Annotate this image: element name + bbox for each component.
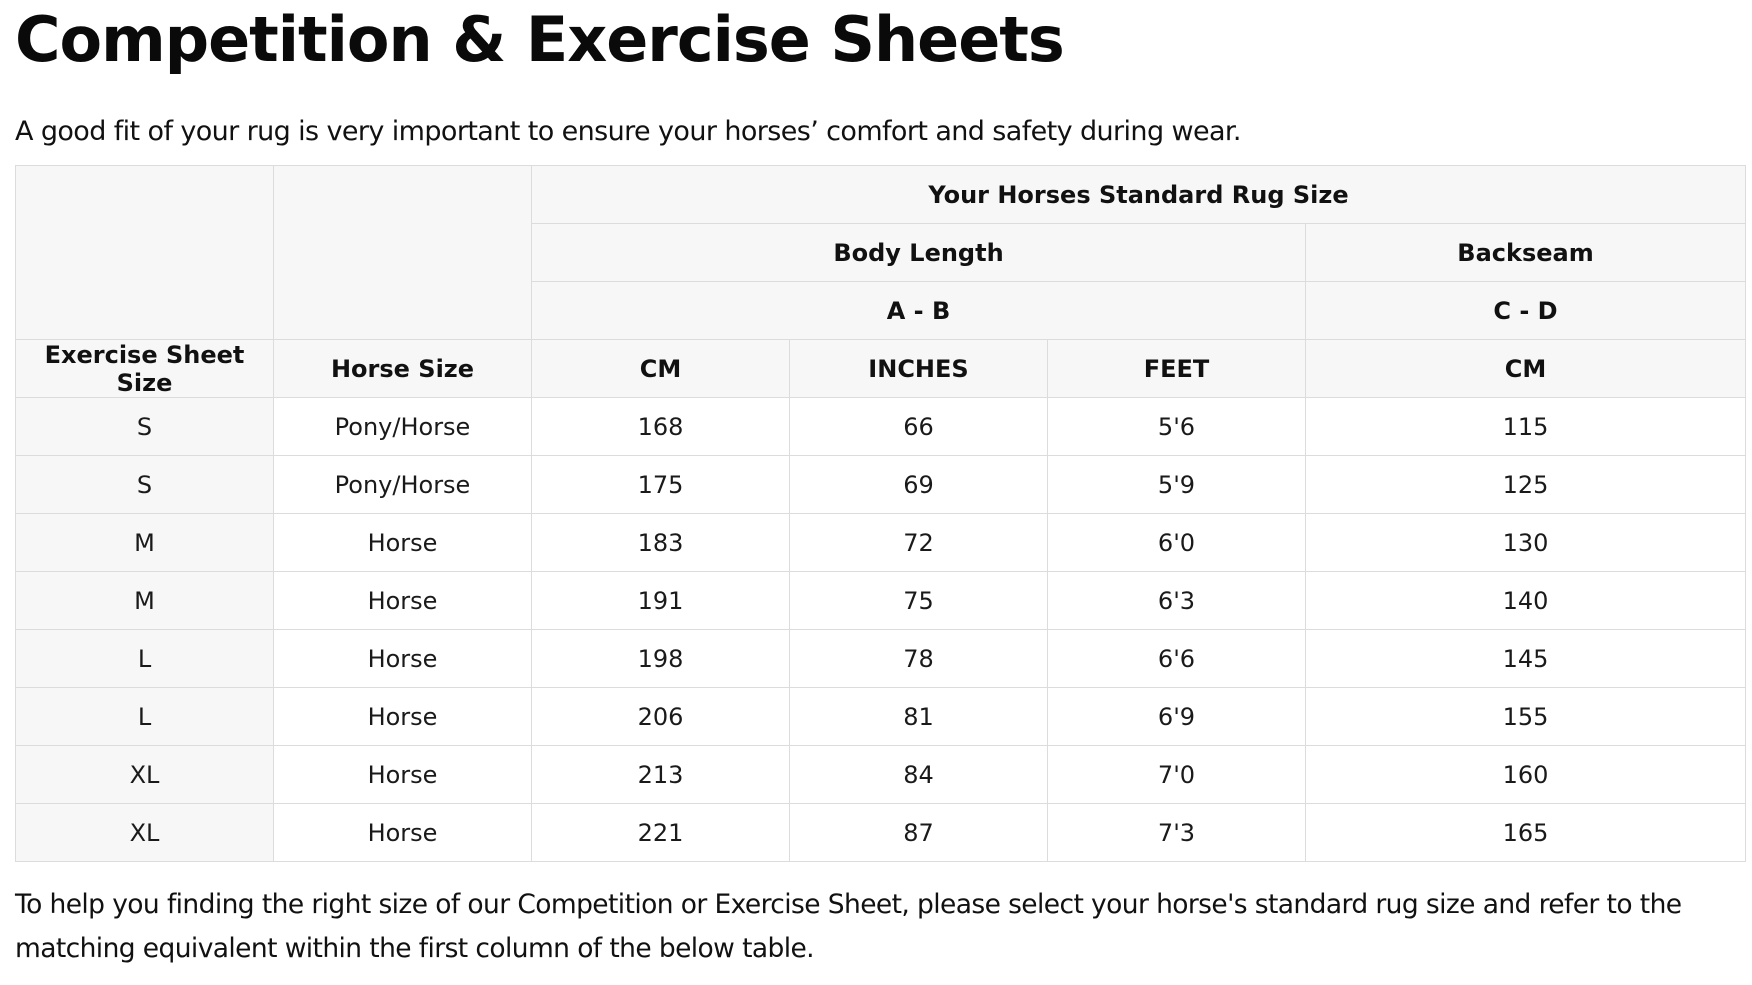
sheet-size-cell: XL — [16, 804, 274, 862]
column-header-cm: CM — [532, 340, 790, 398]
blank-header-cell — [274, 166, 532, 340]
table-row — [16, 572, 1746, 630]
length-cm-cell: 206 — [532, 688, 790, 746]
length-feet-cell: 6'6 — [1048, 630, 1306, 688]
sheet-size-cell: M — [16, 572, 274, 630]
sheet-size-cell: L — [16, 688, 274, 746]
column-header-feet: FEET — [1048, 340, 1306, 398]
length-inches-cell: 69 — [790, 456, 1048, 514]
length-inches-cell: 81 — [790, 688, 1048, 746]
backseam-cm-cell: 145 — [1306, 630, 1746, 688]
length-feet-cell: 7'3 — [1048, 804, 1306, 862]
backseam-cm-cell: 165 — [1306, 804, 1746, 862]
backseam-cm-cell: 115 — [1306, 398, 1746, 456]
length-cm-cell: 168 — [532, 398, 790, 456]
table-row — [16, 688, 1746, 746]
column-header-exercise-sheet-size: Exercise Sheet Size — [16, 340, 274, 398]
size-chart-table — [15, 165, 1746, 862]
column-header-horse-size: Horse Size — [274, 340, 532, 398]
length-inches-cell: 66 — [790, 398, 1048, 456]
horse-size-cell: Horse — [274, 746, 532, 804]
horse-size-cell: Pony/Horse — [274, 456, 532, 514]
length-feet-cell: 5'6 — [1048, 398, 1306, 456]
length-cm-cell: 183 — [532, 514, 790, 572]
length-inches-cell: 84 — [790, 746, 1048, 804]
group-header: Your Horses Standard Rug Size — [532, 166, 1746, 224]
backseam-cm-cell: 155 — [1306, 688, 1746, 746]
table-header-row-group — [16, 166, 1746, 224]
horse-size-cell: Pony/Horse — [274, 398, 532, 456]
length-inches-cell: 72 — [790, 514, 1048, 572]
column-header-inches: INCHES — [790, 340, 1048, 398]
body-length-header: Body Length — [532, 224, 1306, 282]
column-header-backseam-cm: CM — [1306, 340, 1746, 398]
length-cm-cell: 175 — [532, 456, 790, 514]
horse-size-cell: Horse — [274, 514, 532, 572]
horse-size-cell: Horse — [274, 804, 532, 862]
backseam-cm-cell: 125 — [1306, 456, 1746, 514]
table-row — [16, 746, 1746, 804]
length-cm-cell: 213 — [532, 746, 790, 804]
length-feet-cell: 6'3 — [1048, 572, 1306, 630]
backseam-cm-cell: 130 — [1306, 514, 1746, 572]
length-inches-cell: 78 — [790, 630, 1048, 688]
table-row — [16, 514, 1746, 572]
length-feet-cell: 6'9 — [1048, 688, 1306, 746]
sheet-size-cell: S — [16, 398, 274, 456]
page-title: Competition & Exercise Sheets — [15, 3, 1064, 76]
sheet-size-cell: L — [16, 630, 274, 688]
horse-size-cell: Horse — [274, 572, 532, 630]
intro-text: A good fit of your rug is very important to ensure your horses’ comfort and safety during wear. — [15, 116, 1241, 147]
backseam-cm-cell: 140 — [1306, 572, 1746, 630]
length-cm-cell: 221 — [532, 804, 790, 862]
table-row — [16, 398, 1746, 456]
table-row — [16, 804, 1746, 862]
horse-size-cell: Horse — [274, 630, 532, 688]
sheet-size-cell: XL — [16, 746, 274, 804]
footnote-text: To help you finding the right size of our Competition or Exercise Sheet, please select your horse's standard rug size and refer to the matching equivalent within the first column of the below table. — [15, 889, 1682, 964]
length-inches-cell: 87 — [790, 804, 1048, 862]
blank-header-cell — [16, 166, 274, 340]
body-length-points: A - B — [532, 282, 1306, 340]
length-cm-cell: 198 — [532, 630, 790, 688]
length-inches-cell: 75 — [790, 572, 1048, 630]
backseam-cm-cell: 160 — [1306, 746, 1746, 804]
length-cm-cell: 191 — [532, 572, 790, 630]
table-row — [16, 630, 1746, 688]
length-feet-cell: 5'9 — [1048, 456, 1306, 514]
sheet-size-cell: M — [16, 514, 274, 572]
table-header-row-columns — [16, 340, 1746, 398]
sheet-size-cell: S — [16, 456, 274, 514]
horse-size-cell: Horse — [274, 688, 532, 746]
backseam-header: Backseam — [1306, 224, 1746, 282]
table-row — [16, 456, 1746, 514]
backseam-points: C - D — [1306, 282, 1746, 340]
length-feet-cell: 7'0 — [1048, 746, 1306, 804]
length-feet-cell: 6'0 — [1048, 514, 1306, 572]
